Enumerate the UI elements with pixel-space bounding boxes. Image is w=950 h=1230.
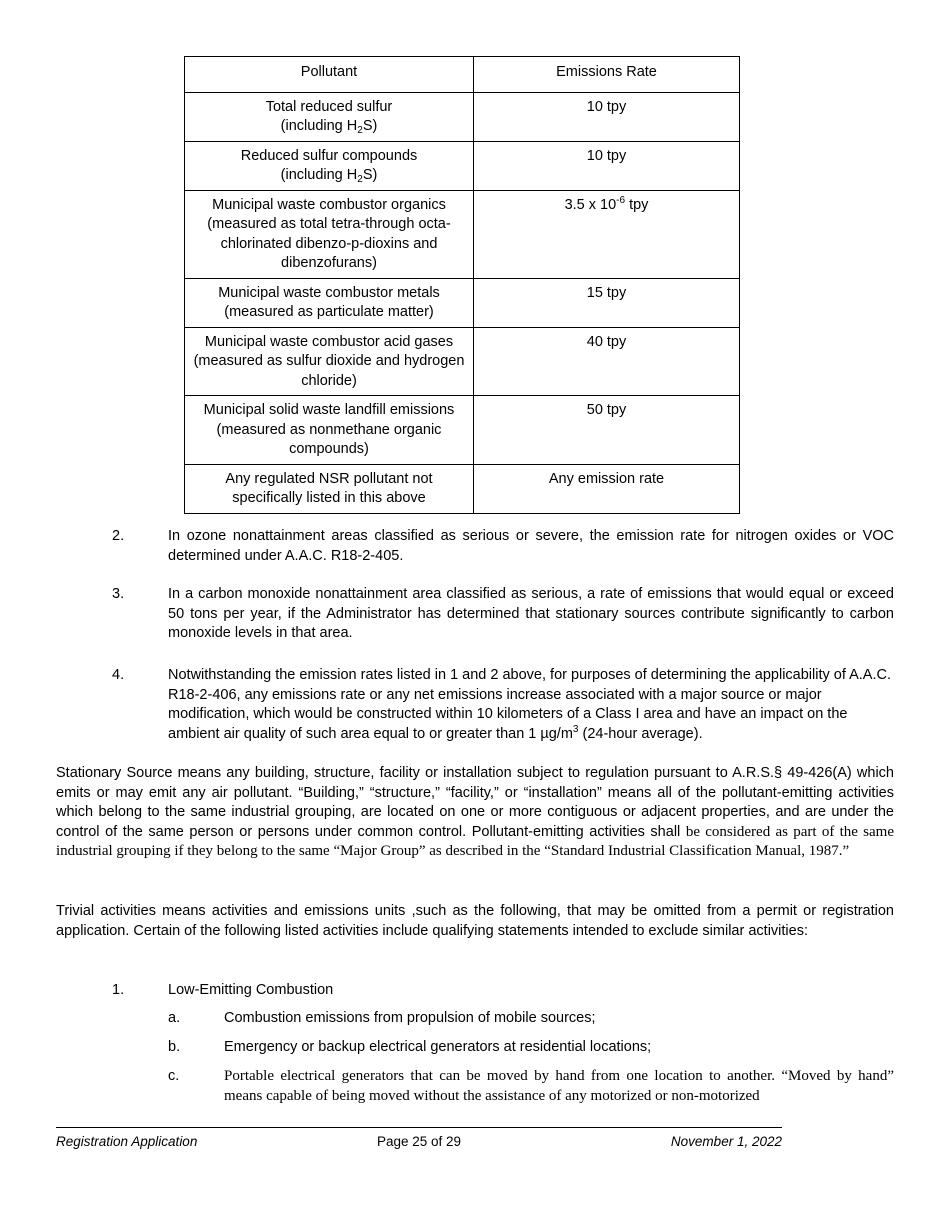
table-row xyxy=(185,396,740,465)
list-number: 2. xyxy=(112,528,125,544)
sub-text: Emergency or backup electrical generators at residential locations; xyxy=(224,1039,652,1055)
rate-cell: 10 tpy xyxy=(474,92,740,141)
trivial-activities-definition: Trivial activities means activities and emissions units ,such as the following, that may be omitted from a permit or registration application. Certain of the following listed activities include qualifying statements intended to exclude similar activities: xyxy=(56,903,894,939)
sub-letter: c. xyxy=(168,1068,180,1084)
sub-text: Combustion emissions from propulsion of mobile sources; xyxy=(224,1010,596,1026)
rate-text-end: tpy xyxy=(625,196,649,213)
superscript: -6 xyxy=(616,194,626,206)
rate-text: 3.5 x 10 xyxy=(564,196,617,213)
section-heading: Low-Emitting Combustion xyxy=(168,982,334,998)
emissions-table xyxy=(184,56,740,514)
list-number: 1. xyxy=(112,982,125,998)
rate-cell: 15 tpy xyxy=(474,278,740,327)
table-row xyxy=(185,190,740,278)
definition-text-serif: be considered as part of the same industrial grouping if they belong to the same “Major Group” as described in the “Standard Industrial Classification Manual, 1987.” xyxy=(56,823,894,859)
superscript: 3 xyxy=(572,723,579,735)
pollutant-cell: Municipal waste combustor metals (measured as particulate matter) xyxy=(185,278,474,327)
rate-cell: 50 tpy xyxy=(474,396,740,465)
column-header-emissions-rate: Emissions Rate xyxy=(474,57,740,93)
footer-doc-title: Registration Application xyxy=(56,1134,198,1149)
definition-text: Stationary Source means any building, structure, facility or installation subject to regulation pursuant to A.R.S.§ 49-426(A) which emits or may emit any air pollutant. “Building,” “structure,” “facility,” or “installation” means all of the pollutant-emitting activities which belong to the same industrial grouping, are located on one or more contiguous or adjacent properties, and are under the control of the same person or persons under common control. Pollutant-emitting activities shall xyxy=(56,765,894,840)
pollutant-cell: Municipal solid waste landfill emissions (measured as nonmethane organic compounds) xyxy=(185,396,474,465)
list-text-end: (24-hour average). xyxy=(578,725,703,742)
table-header-row xyxy=(185,57,740,93)
table-row xyxy=(185,92,740,141)
pollutant-cell xyxy=(185,92,474,141)
pollutant-text: Total reduced sulfur xyxy=(265,98,393,115)
list-text-main: Notwithstanding the emission rates listed in 1 and 2 above, for purposes of determining the applicability of A.A.C. R18-2-406, any emissions rate or any net emissions increase associated with a major source or major modification, which would be constructed within 10 kilometers of a Class I area and have an impact on the ambient air quality of such area equal to or greater than 1 µg/m xyxy=(168,667,891,742)
sub-text: Portable electrical generators that can be moved by hand from one location to another. “Moved by hand” means capable of being moved without the assistance of any motorized or non-motorized xyxy=(224,1068,894,1104)
footer-divider xyxy=(56,1127,782,1128)
table-row xyxy=(185,327,740,396)
list-number: 4. xyxy=(112,667,125,683)
list-number: 3. xyxy=(112,586,125,602)
sub-letter: b. xyxy=(168,1039,181,1055)
list-text: In ozone nonattainment areas classified as serious or severe, the emission rate for nitrogen oxides or VOC determined under A.A.C. R18-2-405. xyxy=(168,528,894,564)
sub-letter: a. xyxy=(168,1010,181,1026)
table-row xyxy=(185,278,740,327)
pollutant-text: Reduced sulfur compounds xyxy=(240,147,418,164)
pollutant-cell: Municipal waste combustor organics (measured as total tetra-through octa-chlorinated dibenzo-p-dioxins and dibenzofurans) xyxy=(185,190,474,278)
rate-cell: Any emission rate xyxy=(474,464,740,513)
list-text xyxy=(168,666,894,744)
pollutant-text-line2-end: S) xyxy=(362,118,378,134)
pollutant-cell xyxy=(185,141,474,190)
pollutant-text-line2: (including H xyxy=(280,167,358,183)
list-text: In a carbon monoxide nonattainment area classified as serious, a rate of emissions that would equal or exceed 50 tons per year, if the Administrator has determined that stationary sources contribute significantly to carbon monoxide levels in that area. xyxy=(168,586,894,641)
subscript: 2 xyxy=(357,174,363,185)
pollutant-text-line2-end: S) xyxy=(362,167,378,183)
table-row xyxy=(185,141,740,190)
rate-cell xyxy=(474,190,740,278)
column-header-pollutant: Pollutant xyxy=(185,57,474,93)
pollutant-cell: Any regulated NSR pollutant not specifically listed in this above xyxy=(185,464,474,513)
footer-page-number: Page 25 of 29 xyxy=(376,1134,462,1149)
pollutant-cell: Municipal waste combustor acid gases (measured as sulfur dioxide and hydrogen chloride) xyxy=(185,327,474,396)
pollutant-text-line2: (including H xyxy=(280,118,358,134)
footer-date: November 1, 2022 xyxy=(670,1134,782,1149)
rate-cell: 40 tpy xyxy=(474,327,740,396)
subscript: 2 xyxy=(357,125,363,136)
stationary-source-definition xyxy=(56,764,894,862)
rate-cell: 10 tpy xyxy=(474,141,740,190)
table-row xyxy=(185,464,740,513)
